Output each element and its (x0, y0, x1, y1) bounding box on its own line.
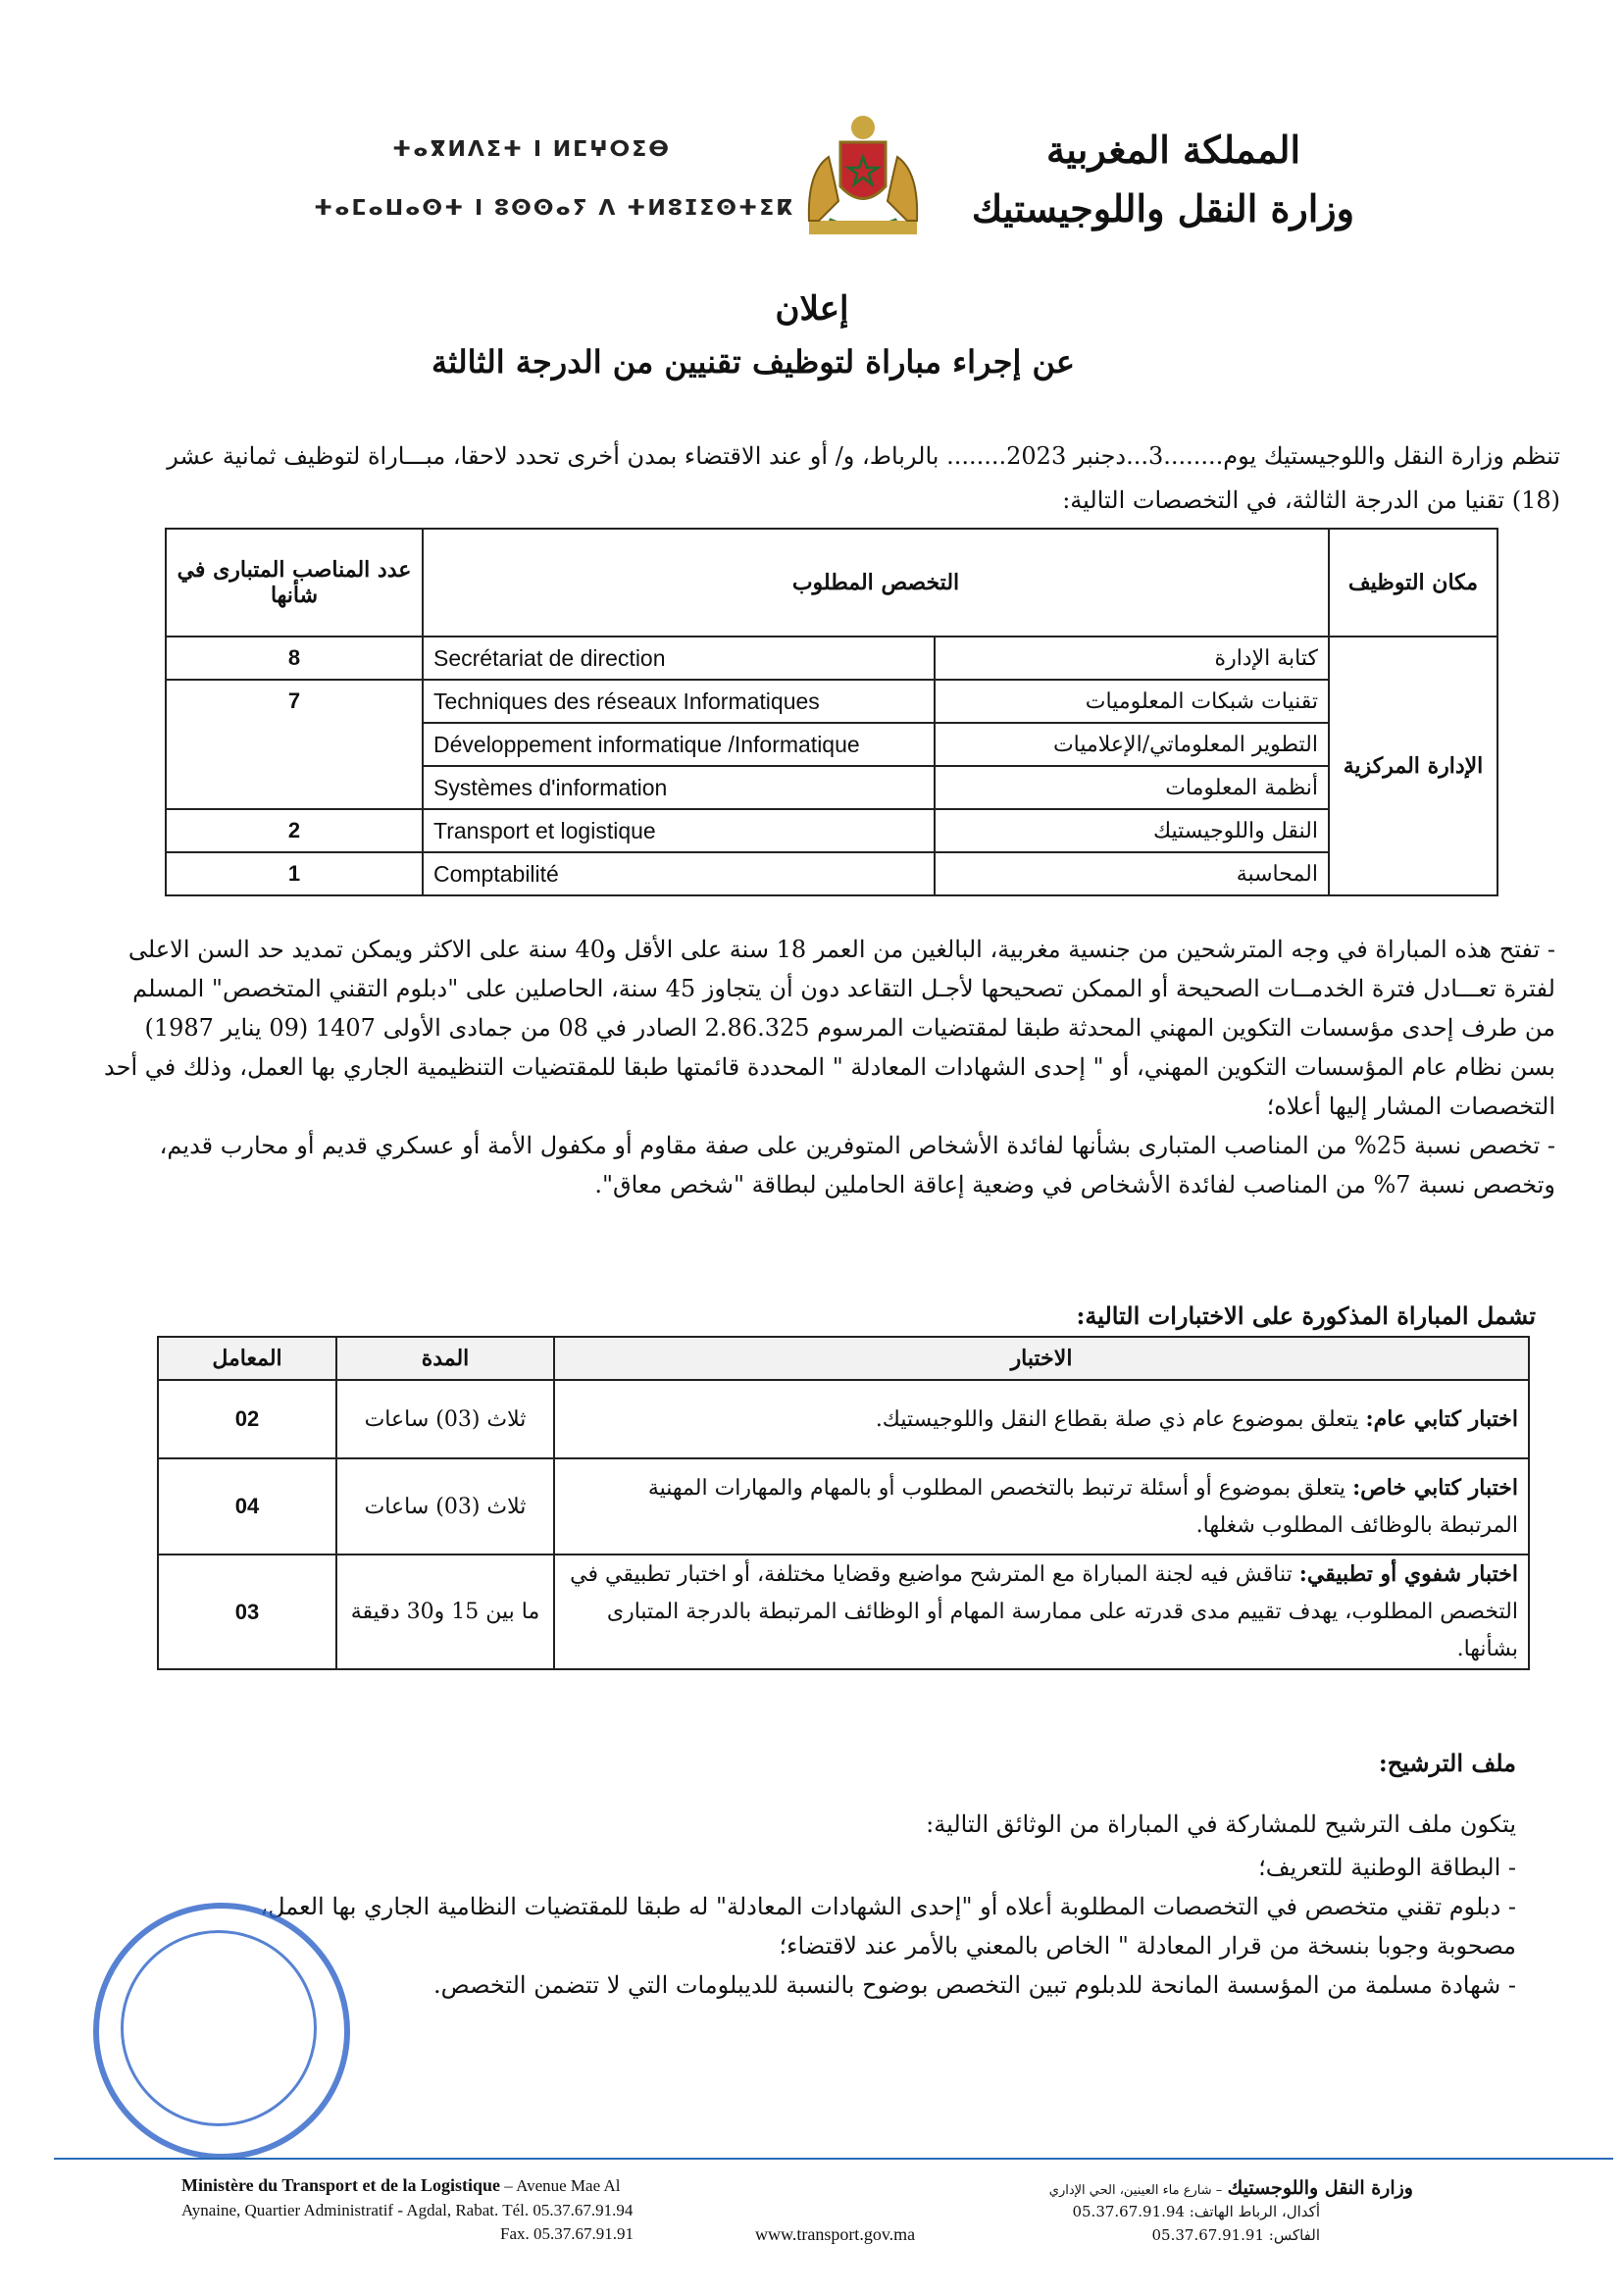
condition-line: لفترة تعـــادل فترة الخدمــات الصحيحة أو الممكن تصحيحها لأجـل التقاعد دون أن يتجاوز 45 سنة، الحاصلين على "دبلوم التقني المتخصص" المسلم (132, 975, 1555, 1002)
exam-name: اختبار شفوي أو تطبيقي: (1298, 1561, 1518, 1587)
dossier-item: - البطاقة الوطنية للتعريف؛ (1258, 1854, 1516, 1881)
footer-ar-ministry: وزارة النقل واللوجستيك (1227, 2177, 1413, 2199)
place-cell: الإدارة المركزية (1329, 637, 1497, 895)
exams-table (157, 1336, 1530, 1670)
announcement-title: إعلان (775, 289, 849, 329)
exam-coef: 02 (158, 1380, 336, 1458)
footer-website-link[interactable]: www.transport.gov.ma (755, 2224, 916, 2244)
col-count-header: عدد المناصب المتبارى في شأنها (166, 529, 423, 637)
dossier-title: ملف الترشيح: (1378, 1749, 1516, 1777)
coat-of-arms-icon (789, 103, 937, 240)
post-count: 7 (166, 680, 423, 809)
exam-cell (554, 1458, 1529, 1555)
intro-line2: (18) تقنيا من الدرجة الثالثة، في التخصصات التالية: (1062, 486, 1560, 514)
header-kingdom: المملكة المغربية (1045, 127, 1300, 172)
footer-ar-line2: أكدال، الرباط الهاتف: 05.37.67.91.94 (1072, 2203, 1320, 2220)
exam-name: اختبار كتابي خاص: (1352, 1474, 1518, 1501)
col-spec-header: التخصص المطلوب (423, 529, 1329, 637)
dossier-intro: يتكون ملف الترشيح للمشاركة في المباراة من الوثائق التالية: (926, 1810, 1516, 1838)
exam-coef: 04 (158, 1458, 336, 1555)
footer-fr-address: – Avenue Mae Al (504, 2176, 621, 2195)
exam-cell (554, 1555, 1529, 1669)
spec-ar: تقنيات شبكات المعلوميات (935, 680, 1329, 723)
exam-cell (554, 1380, 1529, 1458)
conditions-block (84, 930, 1555, 1204)
spec-fr: Systèmes d'information (423, 766, 935, 809)
col-coef-header: المعامل (158, 1337, 336, 1380)
condition-line: - تفتح هذه المباراة في وجه المترشحين من جنسية مغربية، البالغين من العمر 18 سنة على الأقل و40 سنة على الاكثر ويمكن تمديد حد السن الاعلى (127, 936, 1555, 963)
spec-fr: Secrétariat de direction (423, 637, 935, 680)
header-ministry: وزارة النقل واللوجيستيك (971, 186, 1354, 230)
official-stamp-icon (93, 1903, 350, 2160)
intro-line1: تنظم وزارة النقل واللوجيستيك يوم........3...دجنبر 2023........ بالرباط، و/ أو عند الاقتضاء بمدن أخرى تحدد لاحقا، مبـــاراة لتوظيف ثمانية عشر (167, 442, 1560, 470)
col-duration-header: المدة (336, 1337, 554, 1380)
header-tifinagh-line1: ⵜⴰⴳⵍⴷⵉⵜ ⵏ ⵍⵎⵖⵔⵉⴱ (392, 137, 672, 162)
exam-duration: ثلاث (03) ساعات (336, 1380, 554, 1458)
col-exam-header: الاختبار (554, 1337, 1529, 1380)
condition-line: التخصصات المشار إليها أعلاه؛ (1266, 1093, 1555, 1120)
header-tifinagh-line2: ⵜⴰⵎⴰⵡⴰⵙⵜ ⵏ ⵓⵙⵙⴰⵢ ⴷ ⵜⵍⵓⵊⵉⵙⵜⵉⴽ (314, 196, 795, 221)
dossier-item: - دبلوم تقني متخصص في التخصصات المطلوبة أعلاه أو "إحدى الشهادات المعادلة" له طبقا للمقتضيات النظامية الجاري بها العمل، (260, 1893, 1516, 1920)
spec-fr: Techniques des réseaux Informatiques (423, 680, 935, 723)
exams-intro: تشمل المباراة المذكورة على الاختبارات التالية: (1076, 1301, 1536, 1330)
condition-line: وتخصص نسبة 7% من المناصب لفائدة الأشخاص في وضعية إعاقة الحاملين لبطاقة "شخص معاق". (594, 1171, 1555, 1198)
spec-ar: النقل واللوجيستيك (935, 809, 1329, 852)
dossier-item: - شهادة مسلمة من المؤسسة المانحة للدبلوم تبين التخصص بوضوح بالنسبة للديبلومات التي لا تتضمن التخصص. (433, 1971, 1516, 1999)
footer-ar-address: – شارع ماء العينين، الحي الإداري (1048, 2183, 1223, 2198)
exam-desc: يتعلق بموضوع عام ذي صلة بقطاع النقل واللوجيستيك. (875, 1406, 1359, 1432)
footer-ar-line3: الفاكس: 05.37.67.91.91 (1151, 2226, 1320, 2244)
announcement-subtitle: عن إجراء مباراة لتوظيف تقنيين من الدرجة الثالثة (431, 343, 1075, 381)
exam-duration: ثلاث (03) ساعات (336, 1458, 554, 1555)
footer-ar-line1 (1049, 2177, 1413, 2199)
post-count: 1 (166, 852, 423, 895)
spec-ar: المحاسبة (935, 852, 1329, 895)
spec-fr: Transport et logistique (423, 809, 935, 852)
post-count: 8 (166, 637, 423, 680)
exam-desc: تناقش فيه لجنة المباراة مع المترشح مواضيع وقضايا مختلفة، أو اختبار تطبيقي في التخصص المطلوب، يهدف تقييم مدى قدرته على ممارسة المهام أو الوظائف المرتبطة بالدرجة المتبارى بشأنها. (570, 1562, 1518, 1661)
post-count: 2 (166, 809, 423, 852)
footer-divider (54, 2158, 1613, 2160)
posts-table (165, 528, 1498, 896)
footer-fr-line2: Aynaine, Quartier Administratif - Agdal, Rabat. Tél. 05.37.67.91.94 (181, 2201, 634, 2219)
footer-fr-line1 (181, 2175, 620, 2196)
spec-fr: Comptabilité (423, 852, 935, 895)
condition-line: بسن نظام عام المؤسسات التكوين المهني، أو " إحدى الشهادات المعادلة " المحددة قائمتها طبقا للمقتضيات التنظيمية الجاري بها العمل، وذلك في أحد (104, 1053, 1555, 1081)
spec-ar: التطوير المعلوماتي/الإعلاميات (935, 723, 1329, 766)
spec-fr: Développement informatique /Informatique (423, 723, 935, 766)
spec-ar: كتابة الإدارة (935, 637, 1329, 680)
exam-desc: يتعلق بموضوع أو أسئلة ترتبط بالتخصص المطلوب أو بالمهام والمهارات المهنية المرتبطة بالوظائف المطلوب شغلها. (647, 1475, 1518, 1538)
exam-coef: 03 (158, 1555, 336, 1669)
col-place-header: مكان التوظيف (1329, 529, 1497, 637)
condition-line: - تخصص نسبة 25% من المناصب المتبارى بشأنها لفائدة الأشخاص المتوفرين على صفة مقاوم أو مكفول الأمة أو عسكري قديم أو محارب قديم، (159, 1132, 1555, 1159)
footer-fr-ministry: Ministère du Transport et de la Logistique (181, 2175, 501, 2195)
exam-duration: ما بين 15 و30 دقيقة (336, 1555, 554, 1669)
spec-ar: أنظمة المعلومات (935, 766, 1329, 809)
condition-line: من طرف إحدى مؤسسات التكوين المهني المحدثة طبقا لمقتضيات المرسوم 2.86.325 الصادر في 08 من جمادى الأولى 1407 (09 يناير 1987) (144, 1014, 1555, 1042)
dossier-item: مصحوبة وجوبا بنسخة من قرار المعادلة " الخاص بالمعني بالأمر عند لاقتضاء؛ (779, 1932, 1516, 1960)
footer-fr-fax: Fax. 05.37.67.91.91 (500, 2224, 634, 2243)
exam-name: اختبار كتابي عام: (1365, 1405, 1518, 1432)
